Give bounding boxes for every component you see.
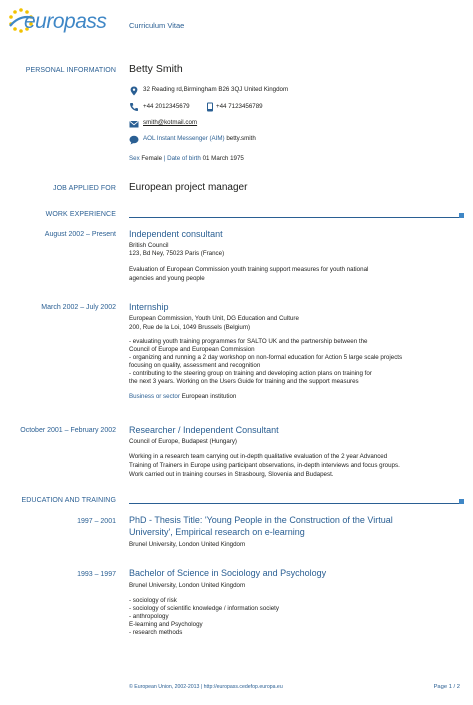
phone-icon — [129, 102, 139, 112]
desc-line: Working in a research team carrying out in-depth qualitative evaluation of the 2 year Advanced — [129, 453, 388, 460]
desc-line: Council of Europe and European Commission — [129, 346, 255, 353]
education-title: Bachelor of Science in Sociology and Psychology — [129, 568, 327, 578]
email-link[interactable]: smith@kotmail.com — [143, 119, 198, 126]
section-divider-square — [459, 499, 464, 504]
employer-line: European Commission, Youth Unit, DG Education and Culture — [129, 315, 299, 322]
section-label-personal: PERSONAL INFORMATION — [25, 67, 116, 74]
desc-line: Evaluation of European Commission youth training support measures for youth national — [129, 266, 369, 273]
chat-icon — [129, 135, 139, 145]
im-entry — [143, 135, 256, 143]
desc-line: focusing on quality, assessment and recognition — [129, 362, 261, 369]
work-title: Independent consultant — [129, 229, 223, 239]
sex-label: Sex — [129, 155, 140, 162]
desc-line: E-learning and Psychology — [129, 621, 203, 628]
im-label: AOL Instant Messenger (AIM) — [143, 135, 225, 142]
work-title: Researcher / Independent Consultant — [129, 425, 279, 435]
desc-line: - anthropology — [129, 613, 169, 620]
education-dates: 1993 – 1997 — [77, 571, 116, 578]
desc-line: - sociology of scientific knowledge / information society — [129, 605, 279, 612]
education-dates: 1997 – 2001 — [77, 518, 116, 525]
dob-label: Date of birth — [167, 155, 201, 162]
employer-line: 200, Rue de la Loi, 1049 Brussels (Belgium) — [129, 324, 251, 331]
work-dates: October 2001 – February 2002 — [20, 427, 116, 434]
education-title: PhD - Thesis Title: 'Young People in the Construction of the Virtual — [129, 515, 393, 525]
desc-line: Work carried out in training courses in Strasbourg, Slovenia and Budapest. — [129, 471, 334, 478]
sector-entry — [129, 393, 236, 401]
doc-title: Curriculum Vitae — [129, 21, 185, 30]
institution: Brunel University, London United Kingdom — [129, 541, 246, 548]
footer-page: Page 1 / 2 — [433, 684, 460, 690]
education-title: University', Empirical research on e-learning — [129, 527, 305, 537]
address: 32 Reading rd,Birmingham B26 3QJ United Kingdom — [143, 86, 289, 93]
sex-value: Female — [141, 155, 163, 162]
dob-value: 01 March 1975 — [202, 155, 244, 162]
location-icon — [129, 86, 139, 96]
work-dates: March 2002 – July 2002 — [41, 304, 116, 311]
employer-line: 123, Bd Ney, 75023 Paris (France) — [129, 250, 225, 257]
person-name: Betty Smith — [129, 63, 183, 75]
desc-line: - sociology of risk — [129, 597, 177, 604]
desc-line: - contributing to the steering group on training and developing action plans on training for — [129, 370, 372, 377]
logo-text: europass — [24, 10, 107, 33]
desc-line: Training of Trainers in Europe using participant observations, in-depth interviews and focus groups. — [129, 462, 400, 469]
separator: | — [163, 155, 166, 162]
section-divider-square — [459, 213, 464, 218]
mobile-icon — [206, 102, 214, 112]
email-icon — [129, 119, 139, 129]
section-label-education: EDUCATION AND TRAINING — [21, 497, 116, 504]
employer-line: Council of Europe, Budapest (Hungary) — [129, 438, 237, 445]
mobile-number: +44 7123456789 — [216, 103, 263, 110]
work-title: Internship — [129, 302, 169, 312]
europass-logo — [6, 4, 118, 36]
footer-copyright: © European Union, 2002-2013 | http://europass.cedefop.europa.eu — [129, 684, 283, 690]
sector-label: Business or sector — [129, 393, 180, 400]
section-divider — [129, 503, 459, 504]
section-label-job: JOB APPLIED FOR — [53, 185, 116, 192]
sector-value: European institution — [181, 393, 237, 400]
section-divider — [129, 217, 459, 218]
institution: Brunel University, London United Kingdom — [129, 582, 246, 589]
desc-line: the next 3 years. Working on the Users Guide for training and the support measures — [129, 378, 359, 385]
desc-line: - research methods — [129, 629, 183, 636]
desc-line: agencies and young people — [129, 275, 205, 282]
employer-line: British Council — [129, 242, 169, 249]
desc-line: - organizing and running a 2 day workshop on non-formal education for Action 5 large scale projects — [129, 354, 403, 361]
desc-line: - evaluating youth training programmes for SALTO UK and the partnership between the — [129, 338, 368, 345]
sex-dob — [129, 155, 244, 163]
work-dates: August 2002 – Present — [44, 231, 116, 238]
im-value: betty.smith — [226, 135, 256, 142]
phone-number: +44 2012345679 — [143, 103, 190, 110]
job-applied-value: European project manager — [129, 182, 248, 193]
section-label-work: WORK EXPERIENCE — [45, 211, 116, 218]
